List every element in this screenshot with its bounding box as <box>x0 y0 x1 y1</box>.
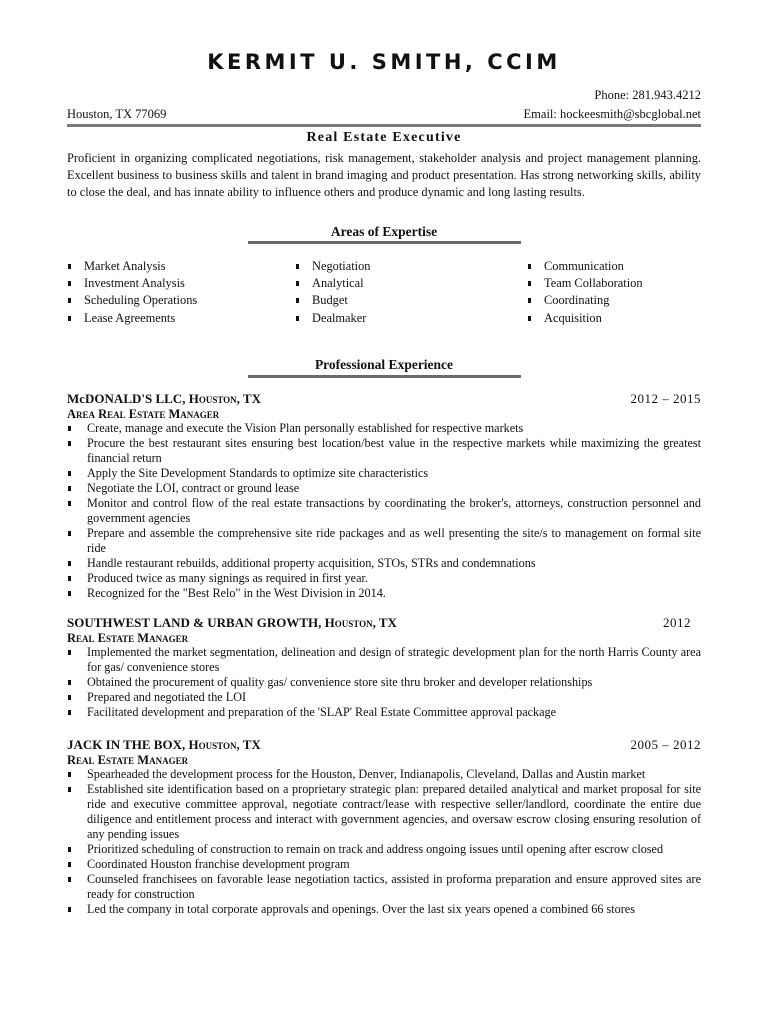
bullet-icon <box>68 576 71 581</box>
list-item: Scheduling Operations <box>67 292 197 309</box>
bullet-icon <box>296 281 299 286</box>
list-item: Analytical <box>295 275 371 292</box>
job-dates: 2012 <box>663 615 691 630</box>
experience-heading: Professional Experience <box>314 357 454 372</box>
company-name: McDONALD'S LLC, Houston, TX <box>67 391 261 406</box>
bullet-icon <box>68 787 71 792</box>
list-item: Prepared and negotiated the LOI <box>67 690 701 705</box>
expertise-divider <box>248 241 521 244</box>
list-item: Produced twice as many signings as required in first year. <box>67 571 701 586</box>
job-entry <box>67 615 701 720</box>
bullet-icon <box>528 264 531 269</box>
list-item: Coordinated Houston franchise development program <box>67 857 701 872</box>
list-item: Recognized for the "Best Relo" in the West Division in 2014. <box>67 586 701 601</box>
expertise-column-2 <box>295 258 371 327</box>
list-item: Facilitated development and preparation of the 'SLAP' Real Estate Committee approval package <box>67 705 701 720</box>
bullet-icon <box>296 316 299 321</box>
bullet-icon <box>68 501 71 506</box>
list-item: Procure the best restaurant sites ensuring best location/best value in the respective markets while maximizing the greatest financial return <box>67 436 701 466</box>
bullet-icon <box>68 650 71 655</box>
phone-number: Phone: 281.943.4212 <box>594 88 701 102</box>
list-item: Create, manage and execute the Vision Plan personally established for respective markets <box>67 421 701 436</box>
list-item: Monitor and control flow of the real estate transactions by coordinating the broker's, attorneys, construction personnel and government agencies <box>67 496 701 526</box>
bullet-icon <box>68 862 71 867</box>
list-item: Market Analysis <box>67 258 197 275</box>
bullet-icon <box>528 298 531 303</box>
header-divider <box>67 124 701 127</box>
professional-title: Real Estate Executive <box>306 130 462 145</box>
location: Houston, TX 77069 <box>67 107 167 121</box>
bullet-icon <box>528 316 531 321</box>
job-header <box>67 737 701 753</box>
list-item: Apply the Site Development Standards to optimize site characteristics <box>67 466 701 481</box>
bullet-icon <box>68 847 71 852</box>
bullet-icon <box>68 316 71 321</box>
job-entry <box>67 391 701 601</box>
candidate-name: KERMIT U. SMITH, CCIM <box>207 50 561 74</box>
list-item: Established site identification based on a proprietary strategic plan: prepared detailed analytical and market proposal for site ride and executive committee approval, negotiate contract/lease with respective seller/landlord, coordinate the entire due diligence and entitlement process and interact with government agencies, and oversaw escrow closing ensuring resolution of any pending issues <box>67 782 701 842</box>
list-item: Dealmaker <box>295 310 371 327</box>
list-item: Team Collaboration <box>527 275 643 292</box>
expertise-column-1 <box>67 258 197 327</box>
list-item: Prepare and assemble the comprehensive site ride packages and as well presenting the site/s to management on formal site ride <box>67 526 701 556</box>
company-name: SOUTHWEST LAND & URBAN GROWTH, Houston, TX <box>67 615 397 630</box>
list-item: Coordinating <box>527 292 643 309</box>
bullet-icon <box>528 281 531 286</box>
bullet-icon <box>68 591 71 596</box>
list-item: Led the company in total corporate approvals and openings. Over the last six years opened a combined 66 stores <box>67 902 701 917</box>
bullet-icon <box>296 264 299 269</box>
summary-paragraph: Proficient in organizing complicated negotiations, risk management, stakeholder analysis and project management planning. Excellent business to business skills and talent in brand imaging and product presentation. Has strong networking skills, ability to close the deal, and has innate ability to influence others and produce dynamic and long lasting results. <box>67 151 701 199</box>
list-item: Handle restaurant rebuilds, additional property acquisition, STOs, STRs and condemnations <box>67 556 701 571</box>
bullet-icon <box>68 264 71 269</box>
list-item: Spearheaded the development process for the Houston, Denver, Indianapolis, Cleveland, Dallas and Austin market <box>67 767 701 782</box>
bullet-icon <box>68 281 71 286</box>
duty-list <box>67 767 701 917</box>
job-dates: 2012 – 2015 <box>630 391 701 406</box>
job-location: Houston, TX <box>188 737 261 752</box>
list-item: Lease Agreements <box>67 310 197 327</box>
job-location: Houston, TX <box>188 391 261 406</box>
list-item: Budget <box>295 292 371 309</box>
bullet-icon <box>68 298 71 303</box>
company-name: JACK IN THE BOX, Houston, TX <box>67 737 261 752</box>
bullet-icon <box>68 426 71 431</box>
bullet-icon <box>68 877 71 882</box>
bullet-icon <box>68 471 71 476</box>
bullet-icon <box>68 531 71 536</box>
list-item: Investment Analysis <box>67 275 197 292</box>
expertise-heading: Areas of Expertise <box>330 224 438 239</box>
job-role: Real Estate Manager <box>67 631 189 645</box>
email-address: Email: hockeesmith@sbcglobal.net <box>523 107 701 121</box>
job-location: Houston, TX <box>324 615 397 630</box>
job-role: Area Real Estate Manager <box>67 407 220 421</box>
bullet-icon <box>68 441 71 446</box>
bullet-icon <box>68 680 71 685</box>
list-item: Negotiate the LOI, contract or ground lease <box>67 481 701 496</box>
bullet-icon <box>68 710 71 715</box>
list-item: Communication <box>527 258 643 275</box>
bullet-icon <box>68 486 71 491</box>
expertise-column-3 <box>527 258 643 327</box>
list-item: Prioritized scheduling of construction to remain on track and address ongoing issues until opening after escrow closed <box>67 842 701 857</box>
experience-divider <box>248 375 521 378</box>
bullet-icon <box>68 907 71 912</box>
duty-list <box>67 645 701 720</box>
list-item: Acquisition <box>527 310 643 327</box>
job-role: Real Estate Manager <box>67 753 189 767</box>
list-item: Negotiation <box>295 258 371 275</box>
list-item: Obtained the procurement of quality gas/ convenience store site thru broker and developer relationships <box>67 675 701 690</box>
duty-list <box>67 421 701 601</box>
job-dates: 2005 – 2012 <box>630 737 701 752</box>
job-header <box>67 391 701 407</box>
bullet-icon <box>296 298 299 303</box>
job-entry <box>67 737 701 917</box>
bullet-icon <box>68 695 71 700</box>
list-item: Counseled franchisees on favorable lease negotiation tactics, assisted in proforma preparation and ensure approved sites are ready for construction <box>67 872 701 902</box>
bullet-icon <box>68 772 71 777</box>
list-item: Implemented the market segmentation, delineation and design of strategic development plan for the north Harris County area for gas/ convenience stores <box>67 645 701 675</box>
bullet-icon <box>68 561 71 566</box>
job-header <box>67 615 701 631</box>
